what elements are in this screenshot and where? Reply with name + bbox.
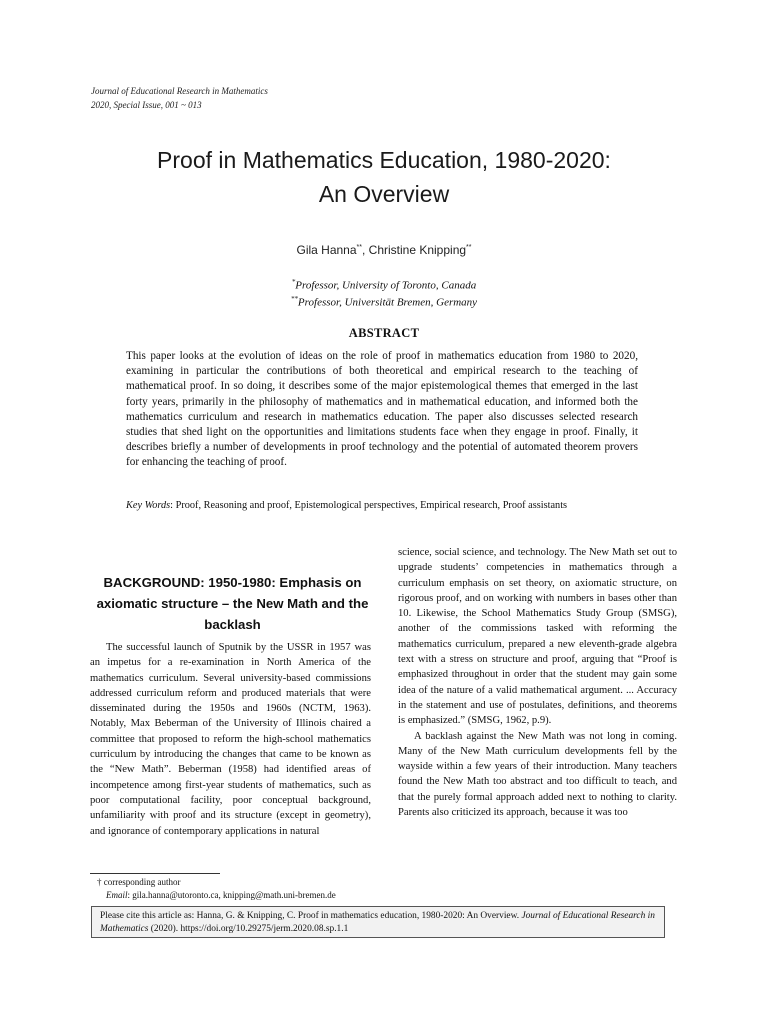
citation-box — [91, 906, 665, 938]
body-column-right — [398, 545, 677, 820]
affiliation-mark: ** — [290, 294, 298, 303]
affiliation-mark: * — [291, 278, 296, 286]
author-name: Christine Knipping — [368, 243, 467, 257]
email-label: Email — [106, 890, 128, 900]
keywords-text: : Proof, Reasoning and proof, Epistemological perspectives, Empirical research, Proof assistants — [170, 500, 568, 511]
title-line-1: Proof in Mathematics Education, 1980-2020: — [157, 147, 611, 173]
citation-journal: Journal of Educational Research in Mathematics — [100, 911, 655, 934]
author-separator: , — [361, 243, 369, 257]
author-mark: ** — [466, 244, 472, 251]
email-text: : gila.hanna@utoronto.ca, knipping@math.uni-bremen.de — [127, 890, 336, 900]
abstract-body: This paper looks at the evolution of ideas on the role of proof in mathematics education from 1980 to 2020, examining in particular the contributions of both theoretical and empirical research to the teaching of mathematical proof. In so doing, it describes some of the major epistemological themes that emerged in the last forty years, primarily in the philosophy of mathematics and in mathematical education, and informed both the mathematics curriculum and research in mathematics education. The paper also discusses selected research studies that shed light on the opportunities and limitations students face when they engage in proof. Finally, it describes briefly a number of developments in proof technology and the potential of automated theorem provers for enhancing the teaching of proof. — [126, 350, 638, 469]
affiliations — [0, 276, 768, 309]
journal-name: Journal of Educational Research in Mathematics — [91, 86, 268, 96]
body-column-left — [90, 640, 371, 839]
footnote-email — [97, 889, 336, 902]
section-heading: BACKGROUND: 1950-1980: Emphasis on axiomatic structure – the New Math and the backlash — [96, 575, 369, 632]
affiliation-2 — [0, 293, 768, 310]
abstract-heading: ABSTRACT — [348, 326, 420, 340]
journal-issue: 2020, Special Issue, 001 ~ 013 — [91, 100, 202, 110]
affiliation-text: Professor, University of Toronto, Canada — [295, 279, 477, 292]
keywords — [126, 500, 666, 511]
footnotes — [97, 876, 336, 902]
author-mark: ** — [356, 244, 362, 251]
body-paragraph: The successful launch of Sputnik by the USSR in 1957 was an impetus for a re-examination in North America of the mathematics curriculum. Several university-based commissions addressed curriculum reform and produced materials that were disseminated during the 1950s and 1960s (NCTM, 1963). Notably, Max Beberman of the University of Illinois chaired a committee that proposed to reform the high-school mathematics curriculum by introducing the changes that came to be known as the “New Math”. Beberman (1958) had identified areas of incompetence among first-year students of mathematics, such as poor computational facility, poor conceptual background, unfamiliarity with proof and its structure (except in geometry), and ignorance of contemporary applications in natural — [90, 642, 371, 837]
author-name: Gila Hanna — [296, 243, 357, 257]
affiliation-text: Professor, Universität Bremen, Germany — [297, 296, 478, 309]
citation-suffix: (2020). https://doi.org/10.29275/jerm.2020.08.sp.1.1 — [148, 924, 349, 934]
body-paragraph: science, social science, and technology. The New Math set out to upgrade students’ competencies in mathematics through a curriculum emphasis on set theory, on axiomatic structure, on rigorous proof, and on working with numbers in bases other than 10. Likewise, the School Mathematics Study Group (SMSG), another of the commissions tasked with reforming the mathematics curriculum, prepared a new eleventh-grade algebra text with a stress on structure and proof, arguing that “Proof is emphasized throughout in order that the student may gain some idea of the nature of a valid mathematical argument. ... Accuracy in the statement and use of postulates, definitions, and theorems is emphasized.” (SMSG, 1962, p.9). — [398, 547, 677, 727]
paper-title — [0, 143, 768, 211]
citation-prefix: Please cite this article as: Hanna, G. & Knipping, C. Proof in mathematics education, 1980-2020: An Overview. — [100, 911, 522, 921]
keywords-label: Key Words — [126, 500, 171, 511]
affiliation-1 — [0, 276, 768, 293]
footnote-corresponding: † corresponding author — [97, 877, 181, 887]
author-list — [0, 243, 768, 257]
title-line-2: An Overview — [318, 181, 450, 207]
body-paragraph: A backlash against the New Math was not long in coming. Many of the New Math curriculum developments fell by the wayside within a few years of their introduction. Many teachers found the New Math too abstract and too difficult to teach, and that the purely formal approach added next to nothing to clarity. Parents also criticized its approach, because it was too — [398, 730, 677, 819]
journal-header — [91, 84, 268, 112]
footnote-divider — [90, 873, 220, 874]
